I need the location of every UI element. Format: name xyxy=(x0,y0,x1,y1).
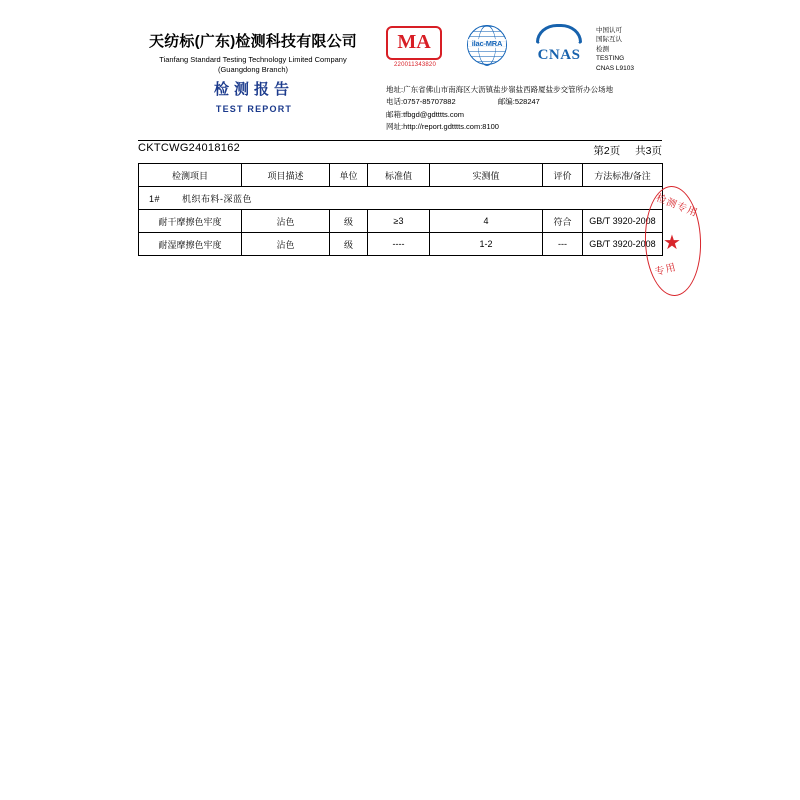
col-header-standard: 标准值 xyxy=(368,164,430,187)
cell-unit: 级 xyxy=(330,233,368,256)
table-header-row xyxy=(139,164,663,187)
contact-address: 地址:广东省佛山市南海区大沥镇盐步嶺盐西路厦盐步交管所办公场地 xyxy=(386,85,614,94)
cnas-side-line-3: 检测 xyxy=(596,45,609,53)
cnas-side-line-1: 中国认可 xyxy=(596,27,622,34)
page-total: 共3页 xyxy=(635,145,662,157)
cell-method: GB/T 3920-2008 xyxy=(583,210,663,233)
col-header-description: 项目描述 xyxy=(242,164,330,187)
cell-item: 耐湿摩擦色牢度 xyxy=(139,233,242,256)
table-row xyxy=(139,210,663,233)
report-header xyxy=(138,22,668,132)
seal-top-text: 检测专用 xyxy=(654,192,700,220)
contact-postcode: 邮编:528247 xyxy=(497,97,540,107)
report-title-en: TEST REPORT xyxy=(215,104,293,114)
contact-website: 网址:http://report.gdtttts.com:8100 xyxy=(386,122,499,132)
test-results-table xyxy=(138,163,663,256)
cell-description: 沾色 xyxy=(242,210,330,233)
cma-certificate-number: 220011343820 xyxy=(394,62,436,68)
report-title-cn: 检测报告 xyxy=(213,81,294,98)
accreditation-logos xyxy=(386,22,676,84)
cell-description: 沾色 xyxy=(242,233,330,256)
col-header-method: 方法标准/备注 xyxy=(583,164,663,187)
col-header-measured: 实测值 xyxy=(430,164,543,187)
company-name-cn: 天纺标(广东)检测科技有限公司 xyxy=(149,33,357,50)
report-title-block xyxy=(174,78,334,114)
contact-phone: 电话:0757-85707882 xyxy=(386,97,456,107)
col-header-item: 检测项目 xyxy=(139,164,242,187)
contact-phone-postcode xyxy=(386,96,716,108)
sample-index: 1# xyxy=(149,193,161,204)
cell-verdict: --- xyxy=(543,233,583,256)
header-divider xyxy=(138,140,662,141)
inspection-seal-stamp xyxy=(645,186,713,296)
ilac-globe-icon xyxy=(467,25,507,65)
page-current: 第2页 xyxy=(593,145,621,157)
cnas-swoosh-icon xyxy=(536,24,582,46)
sample-label xyxy=(139,187,663,210)
cell-unit: 级 xyxy=(330,210,368,233)
company-name-en-line1: Tianfang Standard Testing Technology Limited Company xyxy=(159,55,347,64)
cell-measured: 4 xyxy=(430,210,543,233)
cma-logo xyxy=(386,26,444,68)
star-icon: ★ xyxy=(663,232,681,254)
cell-measured: 1-2 xyxy=(430,233,543,256)
sample-row xyxy=(139,187,663,210)
cnas-side-line-5: CNAS L9103 xyxy=(596,64,634,72)
company-block xyxy=(138,30,368,75)
cnas-side-line-4: TESTING xyxy=(596,55,625,63)
company-name-en xyxy=(138,55,368,75)
page-indicator xyxy=(581,143,662,158)
cell-standard: ---- xyxy=(368,233,430,256)
ilac-mra-label: ilac-MRA xyxy=(468,39,506,48)
cnas-side-line-2: 国际互认 xyxy=(596,36,622,44)
cnas-logo xyxy=(528,24,590,64)
cma-mark: MA xyxy=(386,26,442,60)
ilac-mra-logo xyxy=(456,25,518,65)
seal-bottom-text: 专用 xyxy=(653,262,678,279)
cell-standard: ≥3 xyxy=(368,210,430,233)
company-name-en-line2: (Guangdong Branch) xyxy=(217,65,289,75)
sample-name: 机织布料-深蓝色 xyxy=(182,193,253,204)
cell-method: GB/T 3920-2008 xyxy=(583,233,663,256)
cnas-side-text xyxy=(596,26,634,73)
table-row xyxy=(139,233,663,256)
cnas-label: CNAS xyxy=(537,47,581,63)
contact-block xyxy=(386,84,716,134)
col-header-unit: 单位 xyxy=(330,164,368,187)
document-meta-row xyxy=(138,142,662,160)
cell-item: 耐干摩擦色牢度 xyxy=(139,210,242,233)
col-header-verdict: 评价 xyxy=(543,164,583,187)
cell-verdict: 符合 xyxy=(543,210,583,233)
contact-email: 邮箱:tfbgd@gdtttts.com xyxy=(386,109,465,119)
report-number: CKTCWG24018162 xyxy=(138,142,241,154)
